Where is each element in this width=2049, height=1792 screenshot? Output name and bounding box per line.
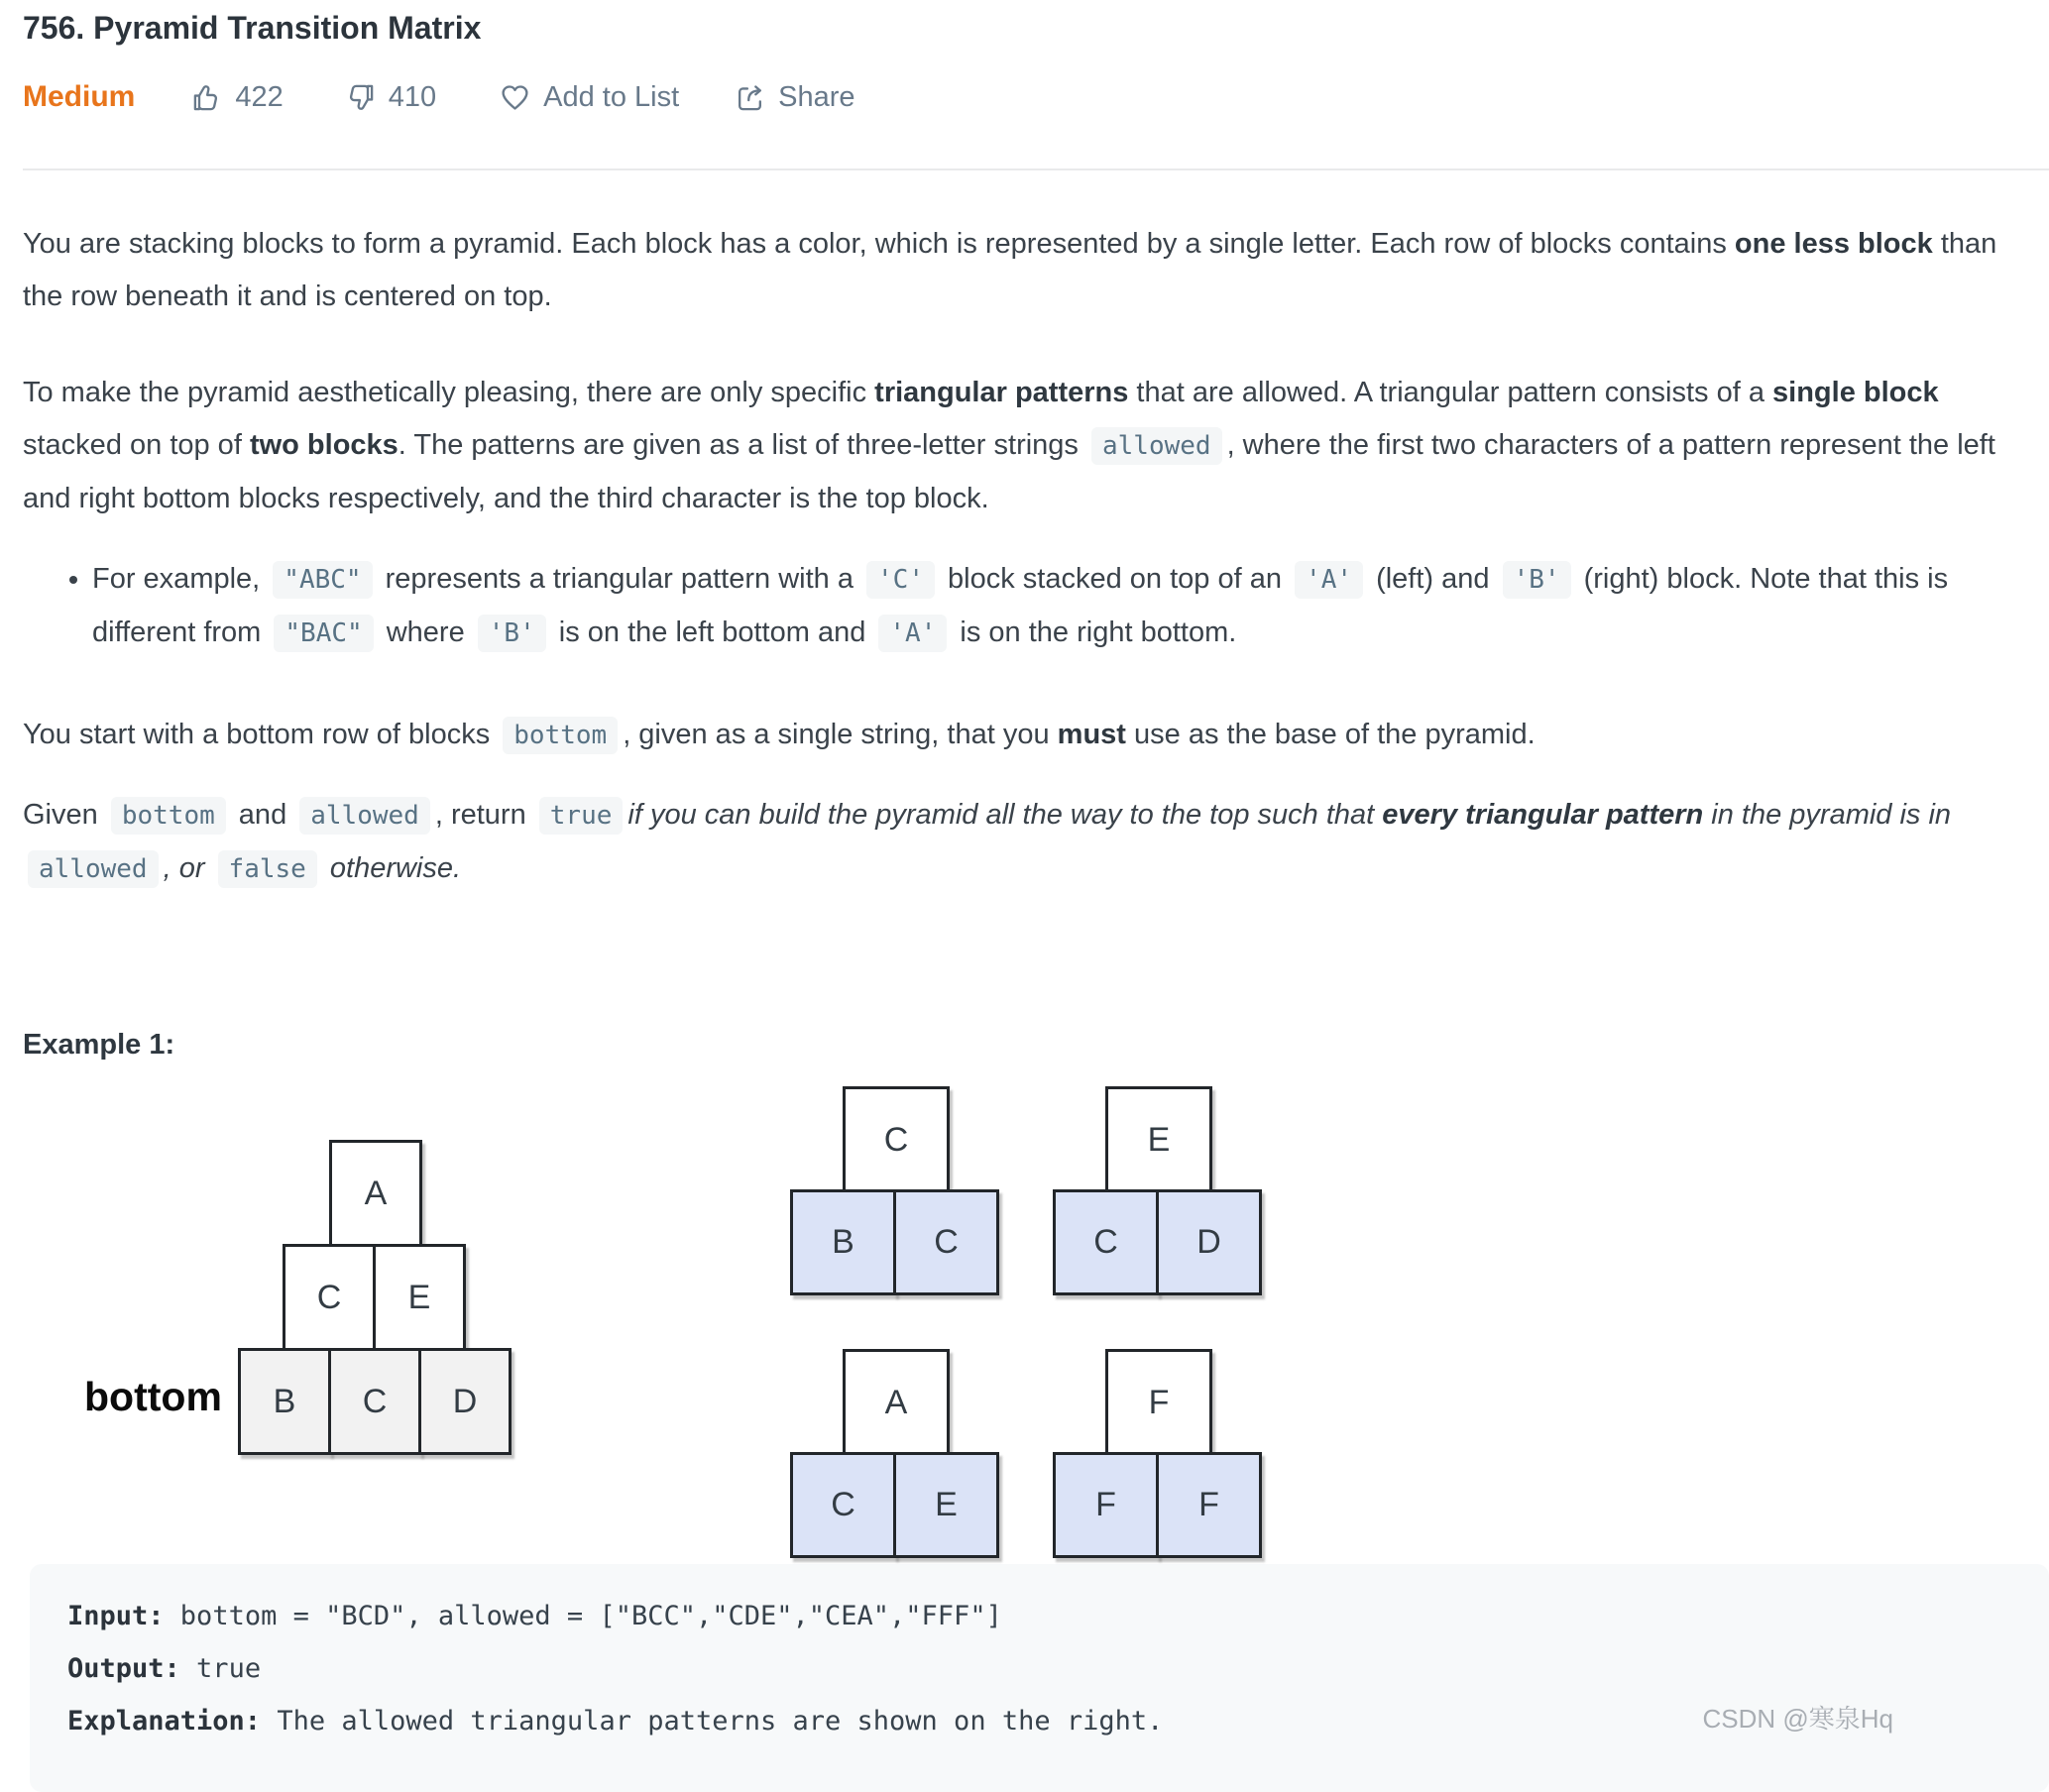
pyramid-block: C bbox=[328, 1348, 421, 1455]
share-button[interactable] bbox=[735, 81, 854, 114]
bottom-row-label: bottom bbox=[84, 1374, 222, 1419]
heart-icon bbox=[500, 82, 530, 113]
meta-bar bbox=[23, 77, 2026, 117]
pyramid-block: D bbox=[418, 1348, 512, 1455]
pattern-top-block: F bbox=[1105, 1349, 1212, 1456]
problem-paragraph-4: Given bottom and allowed , return true if you can build the pyramid all the way to the top such that every triangular pattern in the pyramid is in allowed , or false otherwise. bbox=[23, 789, 2026, 896]
explanation-label: Explanation: bbox=[67, 1706, 262, 1736]
output-label: Output: bbox=[67, 1653, 180, 1684]
input-value: bottom = "BCD", allowed = ["BCC","CDE","CEA","FFF"] bbox=[164, 1601, 1002, 1631]
example-bullet-list bbox=[23, 553, 2026, 660]
pattern-bottom-block: F bbox=[1156, 1452, 1262, 1558]
problem-paragraph-1: You are stacking blocks to form a pyramid. Each block has a color, which is represented by a single letter. Each row of blocks contains one less block than the row beneath it and is centered on top. bbox=[23, 228, 1997, 312]
thumbs-up-icon bbox=[191, 82, 222, 113]
pattern-bottom-block: B bbox=[790, 1189, 896, 1295]
divider bbox=[23, 168, 2049, 170]
problem-page bbox=[0, 8, 2049, 1792]
share-icon bbox=[735, 82, 765, 113]
example-1-io-block bbox=[30, 1564, 2049, 1792]
problem-paragraph-3: You start with a bottom row of blocks bottom , given as a single string, that you must use as the base of the pyramid. bbox=[23, 709, 2026, 762]
pattern-top-block: A bbox=[843, 1349, 950, 1456]
problem-paragraph-2: To make the pyramid aesthetically pleasing, there are only specific triangular patterns that are allowed. A triangular pattern consists of a single block stacked on top of two blocks. The patterns are given as a list of three-letter strings allowed , where the first two characters of a pattern represent the left and right bottom blocks respectively, and the third character is the top block. bbox=[23, 377, 1995, 514]
bullet-item: • For example, "ABC" represents a triangular pattern with a 'C' block stacked on top of an 'A' (left) and 'B' (right) block. Note that this is different from "BAC" where 'B' is on the left bottom and 'A' is on the right bottom. bbox=[92, 553, 2026, 660]
difficulty-badge: Medium bbox=[23, 80, 136, 113]
output-value: true bbox=[179, 1653, 262, 1684]
pattern-bottom-block: E bbox=[893, 1452, 999, 1558]
dislike-button[interactable] bbox=[345, 81, 436, 114]
pyramid-block: C bbox=[283, 1244, 376, 1351]
like-button[interactable] bbox=[191, 81, 283, 114]
pattern-bottom-block: F bbox=[1053, 1452, 1159, 1558]
pattern-bottom-block: C bbox=[790, 1452, 896, 1558]
pyramid-block: B bbox=[238, 1348, 331, 1455]
example-1-diagram bbox=[0, 1078, 2049, 1564]
dislike-count: 410 bbox=[388, 80, 437, 113]
pattern-bottom-block: D bbox=[1156, 1189, 1262, 1295]
pyramid-block: E bbox=[373, 1244, 466, 1351]
page-title: 756. Pyramid Transition Matrix bbox=[23, 10, 482, 46]
thumbs-down-icon bbox=[345, 82, 376, 113]
add-to-list-button[interactable] bbox=[500, 81, 679, 114]
like-count: 422 bbox=[235, 80, 284, 113]
pattern-bottom-block: C bbox=[893, 1189, 999, 1295]
add-to-list-label: Add to List bbox=[543, 80, 680, 113]
pattern-top-block: E bbox=[1105, 1086, 1212, 1193]
example-1-heading: Example 1: bbox=[23, 1029, 175, 1061]
pattern-bottom-block: C bbox=[1053, 1189, 1159, 1295]
example-input-line bbox=[67, 1590, 2029, 1642]
explanation-value: The allowed triangular patterns are shown on the right. bbox=[261, 1706, 1164, 1736]
example-output-line bbox=[67, 1642, 2029, 1695]
share-label: Share bbox=[778, 80, 855, 113]
pattern-top-block: C bbox=[843, 1086, 950, 1193]
pyramid-block: A bbox=[329, 1140, 422, 1247]
input-label: Input: bbox=[67, 1601, 165, 1631]
watermark: CSDN @寒泉Hq bbox=[1702, 1704, 1893, 1734]
